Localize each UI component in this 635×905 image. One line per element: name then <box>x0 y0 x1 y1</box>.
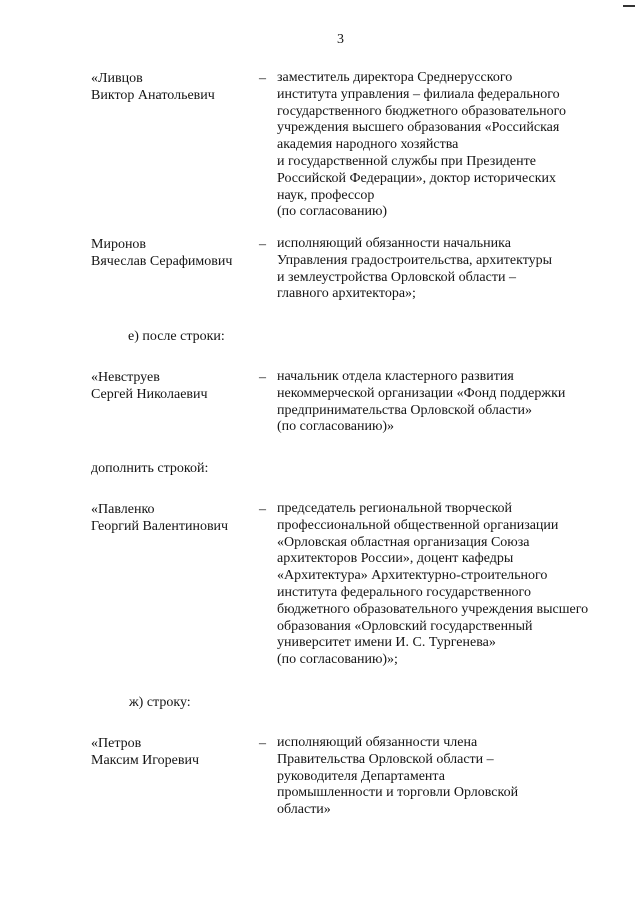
position-line: исполняющий обязанности начальника <box>277 236 511 251</box>
member-position <box>277 236 552 303</box>
member-name <box>91 236 232 270</box>
scan-edge-mark <box>623 5 635 7</box>
dash-separator: – <box>259 370 266 385</box>
member-position <box>277 501 588 669</box>
position-line: (по согласованию)» <box>277 419 395 435</box>
position-line: начальник отдела кластерного развития <box>277 369 514 384</box>
position-line: и государственной службы при Президенте <box>277 153 536 169</box>
position-line: «Орловская областная организация Союза <box>277 534 530 550</box>
member-name <box>91 501 228 535</box>
name-line: «Петров <box>91 736 142 751</box>
name-line: Сергей Николаевич <box>91 387 208 402</box>
position-line: исполняющий обязанности члена <box>277 735 478 750</box>
position-line: (по согласованию) <box>277 204 388 220</box>
position-line: «Архитектура» Архитектурно-строительного <box>277 568 548 584</box>
instruction-line: ж) строку: <box>129 695 191 710</box>
position-line: института федерального государственного <box>277 584 531 600</box>
position-line: Правительства Орловской области – <box>277 751 494 767</box>
position-line: и землеустройства Орловской области – <box>277 269 516 285</box>
name-line: Вячеслав Серафимович <box>91 254 233 269</box>
name-line: «Ливцов <box>91 71 143 86</box>
member-position <box>277 735 518 819</box>
member-name <box>91 70 215 104</box>
member-name <box>91 735 199 769</box>
position-line: наук, профессор <box>277 187 375 203</box>
position-line: академия народного хозяйства <box>277 137 459 153</box>
position-line: Управления градостроительства, архитектуры <box>277 252 553 268</box>
name-line: «Невструев <box>91 370 160 385</box>
position-line: бюджетного образовательного учреждения высшего <box>277 601 589 617</box>
position-line: некоммерческой организации «Фонд поддержки <box>277 385 566 401</box>
name-line: Миронов <box>91 237 147 252</box>
member-name <box>91 369 208 403</box>
position-line: промышленности и торговли Орловской <box>277 785 519 801</box>
position-line: архитекторов России», доцент кафедры <box>277 551 514 567</box>
position-line: университет имени И. С. Тургенева» <box>277 635 496 651</box>
position-line: учреждения высшего образования «Российская <box>277 120 560 136</box>
position-line: руководителя Департамента <box>277 768 445 784</box>
position-line: профессиональной общественной организации <box>277 517 559 533</box>
name-line: «Павленко <box>91 502 155 517</box>
page-number: 3 <box>337 32 344 47</box>
name-line: Максим Игоревич <box>91 753 200 768</box>
position-line: предпринимательства Орловской области» <box>277 402 532 418</box>
position-line: Российской Федерации», доктор исторических <box>277 170 557 186</box>
instruction-after-line: е) после строки: <box>128 329 225 344</box>
instruction-supplement: дополнить строкой: <box>91 461 209 476</box>
position-line: (по согласованию)»; <box>277 652 398 668</box>
position-line: заместитель директора Среднерусского <box>277 70 513 85</box>
position-line: области» <box>277 802 331 818</box>
position-line: института управления – филиала федерального <box>277 86 560 102</box>
position-line: главного архитектора»; <box>277 286 416 302</box>
name-line: Виктор Анатольевич <box>91 88 215 103</box>
dash-separator: – <box>259 736 266 751</box>
dash-separator: – <box>259 71 266 86</box>
member-position <box>277 369 565 436</box>
position-line: государственного бюджетного образовательного <box>277 103 567 119</box>
position-line: образования «Орловский государственный <box>277 618 533 634</box>
dash-separator: – <box>259 502 266 517</box>
name-line: Георгий Валентинович <box>91 519 229 534</box>
member-position <box>277 70 566 221</box>
position-line: председатель региональной творческой <box>277 501 513 516</box>
dash-separator: – <box>259 237 266 252</box>
